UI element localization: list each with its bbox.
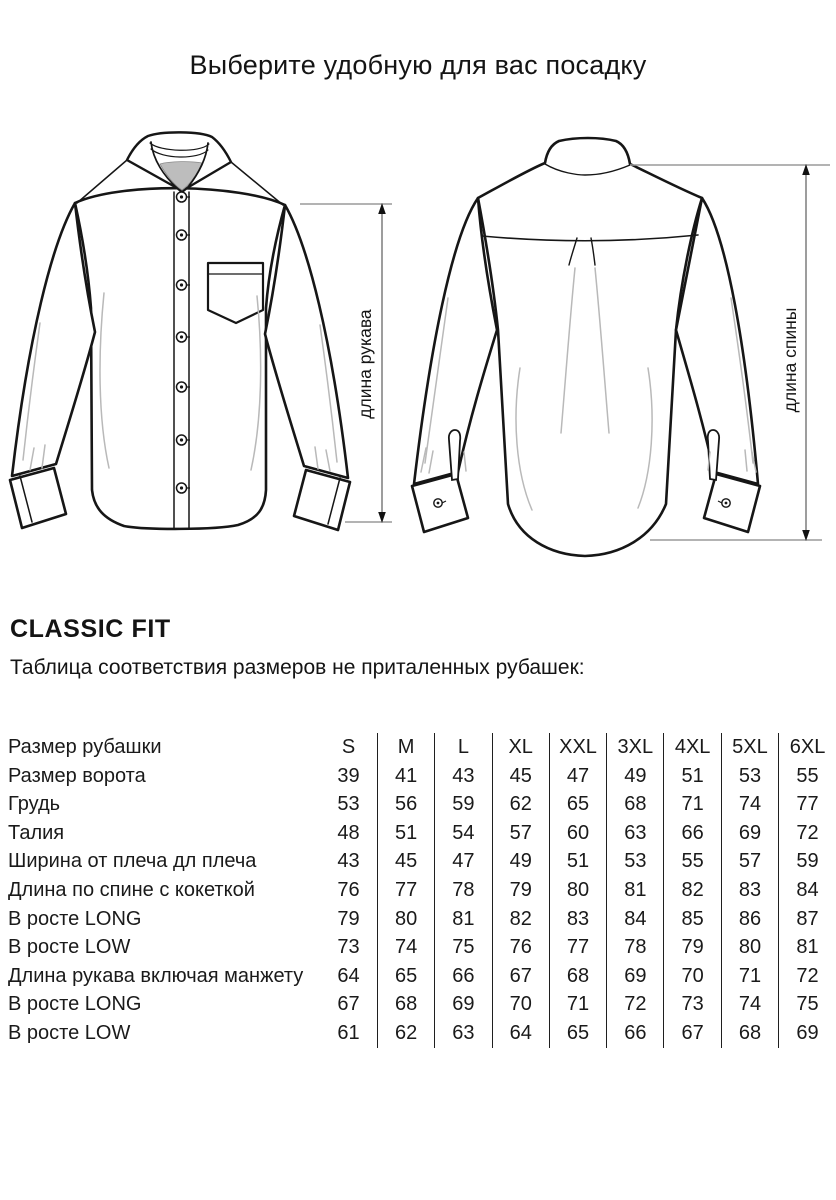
size-value-cell: 72	[779, 819, 836, 848]
size-value-cell: 57	[492, 819, 549, 848]
table-row	[8, 847, 836, 876]
size-value-cell: 57	[721, 847, 778, 876]
back-right-cuff	[704, 474, 760, 532]
size-value-cell: 68	[721, 1019, 778, 1048]
size-value-cell: 76	[492, 933, 549, 962]
size-column-header: 3XL	[607, 733, 664, 762]
size-value-cell: 47	[549, 762, 606, 791]
table-header-row	[8, 733, 836, 762]
size-value-cell: 74	[721, 790, 778, 819]
size-value-cell: 78	[435, 876, 492, 905]
size-value-cell: 63	[435, 1019, 492, 1048]
front-right-sleeve	[265, 205, 348, 478]
size-value-cell: 77	[377, 876, 434, 905]
size-value-cell: 66	[664, 819, 721, 848]
size-value-cell: 53	[721, 762, 778, 791]
table-row	[8, 819, 836, 848]
table-row	[8, 790, 836, 819]
size-column-header: M	[377, 733, 434, 762]
size-value-cell: 84	[607, 905, 664, 934]
size-value-cell: 85	[664, 905, 721, 934]
table-caption: Таблица соответствия размеров не приталенных рубашек:	[10, 656, 585, 679]
table-row	[8, 1019, 836, 1048]
size-value-cell: 77	[779, 790, 836, 819]
size-table-body	[8, 733, 836, 1048]
size-value-cell: 82	[492, 905, 549, 934]
row-label: Ширина от плеча дл плеча	[8, 850, 257, 873]
size-value-cell: 59	[435, 790, 492, 819]
table-header-label: Размер рубашки	[8, 736, 162, 758]
size-value-cell: 48	[337, 821, 360, 844]
size-value-cell: 75	[779, 990, 836, 1019]
size-value-cell: 79	[337, 907, 360, 930]
size-value-cell: 81	[435, 905, 492, 934]
size-value-cell: 80	[721, 933, 778, 962]
row-label: Талия	[8, 821, 65, 844]
table-row	[8, 990, 836, 1019]
size-value-cell: 80	[377, 905, 434, 934]
size-value-cell: 63	[607, 819, 664, 848]
size-value-cell: 61	[337, 1021, 360, 1044]
size-column-header: XL	[492, 733, 549, 762]
size-value-cell: 68	[377, 990, 434, 1019]
size-value-cell: 71	[721, 962, 778, 991]
size-value-cell: 79	[664, 933, 721, 962]
size-value-cell: 68	[607, 790, 664, 819]
back-body	[478, 138, 702, 556]
size-value-cell: 71	[664, 790, 721, 819]
size-value-cell: 69	[607, 962, 664, 991]
size-value-cell: 51	[549, 847, 606, 876]
size-value-cell: 62	[492, 790, 549, 819]
size-value-cell: 41	[377, 762, 434, 791]
shirt-diagram-svg	[0, 118, 836, 568]
size-value-cell: 66	[607, 1019, 664, 1048]
size-table	[8, 733, 836, 1048]
row-label: В росте LONG	[8, 993, 142, 1016]
size-value-cell: 55	[664, 847, 721, 876]
size-value-cell: 69	[721, 819, 778, 848]
table-row	[8, 905, 836, 934]
size-value-cell: 82	[664, 876, 721, 905]
size-value-cell: 45	[377, 847, 434, 876]
size-value-cell: 64	[492, 1019, 549, 1048]
size-value-cell: 86	[721, 905, 778, 934]
row-label: В росте LONG	[8, 907, 142, 930]
size-value-cell: 55	[779, 762, 836, 791]
table-row	[8, 933, 836, 962]
size-value-cell: 75	[435, 933, 492, 962]
size-value-cell: 49	[607, 762, 664, 791]
row-label: Длина рукава включая манжету	[8, 964, 304, 987]
table-row	[8, 762, 836, 791]
size-value-cell: 47	[435, 847, 492, 876]
size-value-cell: 51	[377, 819, 434, 848]
size-value-cell: 79	[492, 876, 549, 905]
size-value-cell: 83	[721, 876, 778, 905]
size-value-cell: 69	[435, 990, 492, 1019]
front-collar	[127, 132, 231, 192]
size-value-cell: 73	[664, 990, 721, 1019]
size-value-cell: 81	[779, 933, 836, 962]
size-column-header: 4XL	[664, 733, 721, 762]
size-value-cell: 67	[492, 962, 549, 991]
fit-heading: CLASSIC FIT	[10, 615, 171, 643]
size-value-cell: 83	[549, 905, 606, 934]
size-value-cell: 53	[607, 847, 664, 876]
size-value-cell: 67	[664, 1019, 721, 1048]
size-value-cell: 54	[435, 819, 492, 848]
size-value-cell: 45	[492, 762, 549, 791]
size-column-header: XXL	[549, 733, 606, 762]
row-label: Размер ворота	[8, 764, 146, 787]
size-column-header: 5XL	[721, 733, 778, 762]
shirt-back-drawing	[412, 138, 760, 556]
size-value-cell: 72	[779, 962, 836, 991]
size-value-cell: 70	[492, 990, 549, 1019]
row-label: В росте LOW	[8, 1021, 131, 1044]
size-value-cell: 65	[377, 962, 434, 991]
page-title: Выберите удобную для вас посадку	[189, 50, 647, 80]
size-column-header: S	[341, 736, 356, 758]
size-value-cell: 76	[337, 878, 360, 901]
front-left-cuff	[10, 468, 66, 528]
size-value-cell: 77	[549, 933, 606, 962]
size-value-cell: 51	[664, 762, 721, 791]
row-label: Длина по спине с кокеткой	[8, 878, 255, 901]
size-value-cell: 68	[549, 962, 606, 991]
size-value-cell: 65	[549, 1019, 606, 1048]
size-value-cell: 49	[492, 847, 549, 876]
front-pocket	[208, 263, 263, 323]
size-value-cell: 43	[337, 850, 360, 873]
size-value-cell: 70	[664, 962, 721, 991]
size-value-cell: 66	[435, 962, 492, 991]
size-value-cell: 67	[337, 993, 360, 1016]
sleeve-length-label: длина рукава	[355, 309, 375, 419]
size-value-cell: 53	[337, 793, 360, 816]
size-value-cell: 59	[779, 847, 836, 876]
table-row	[8, 962, 836, 991]
size-value-cell: 73	[337, 936, 360, 959]
size-value-cell: 43	[435, 762, 492, 791]
size-value-cell: 56	[377, 790, 434, 819]
size-value-cell: 72	[607, 990, 664, 1019]
size-value-cell: 60	[549, 819, 606, 848]
size-value-cell: 74	[377, 933, 434, 962]
size-value-cell: 62	[377, 1019, 434, 1048]
size-value-cell: 64	[337, 964, 360, 987]
size-value-cell: 78	[607, 933, 664, 962]
size-value-cell: 65	[549, 790, 606, 819]
size-column-header: 6XL	[779, 733, 836, 762]
size-value-cell: 74	[721, 990, 778, 1019]
size-value-cell: 39	[337, 764, 360, 787]
size-value-cell: 87	[779, 905, 836, 934]
shirt-diagram	[0, 118, 836, 568]
size-value-cell: 69	[779, 1019, 836, 1048]
size-value-cell: 71	[549, 990, 606, 1019]
row-label: В росте LOW	[8, 936, 131, 959]
size-value-cell: 81	[607, 876, 664, 905]
size-column-header: L	[435, 733, 492, 762]
row-label: Грудь	[8, 793, 61, 816]
size-value-cell: 80	[549, 876, 606, 905]
table-row	[8, 876, 836, 905]
size-value-cell: 84	[779, 876, 836, 905]
back-length-label: длина спины	[780, 307, 800, 413]
front-right-cuff	[294, 470, 350, 530]
